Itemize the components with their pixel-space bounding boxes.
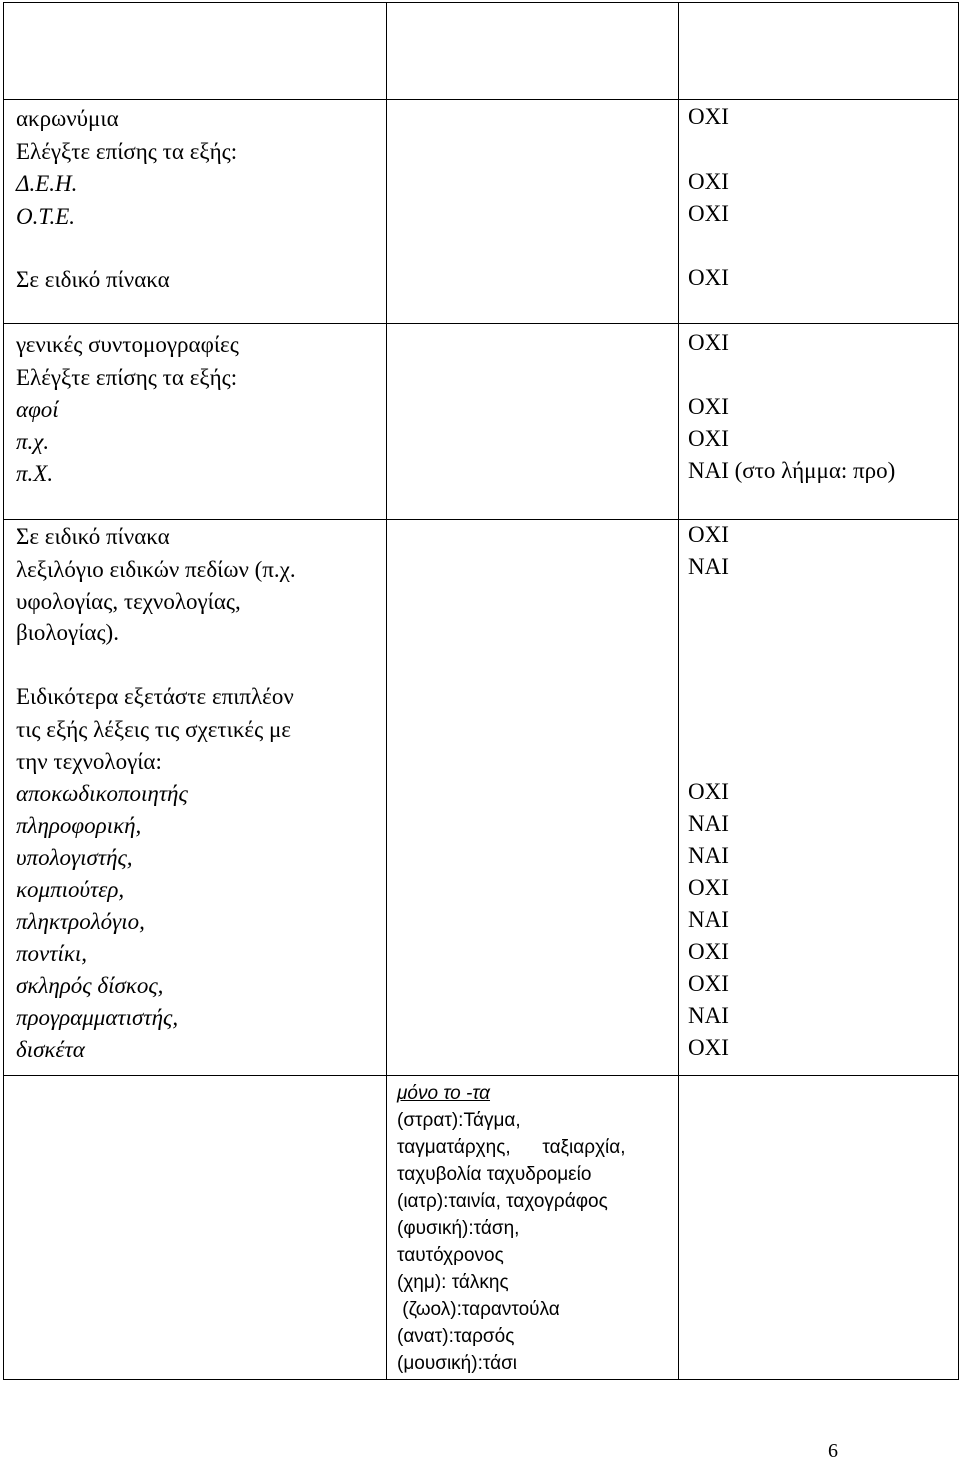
page-number: 6 (828, 1440, 838, 1462)
technology-intro-line: Ειδικότερα εξετάστε επιπλέον (16, 684, 294, 709)
ta-word-line: ταυτόχρονος (397, 1245, 504, 1266)
technology-word: σκληρός δίσκος, (16, 973, 164, 998)
glossary-line: βιολογίας). (16, 620, 119, 645)
column-divider-1 (386, 2, 387, 1380)
table-border-right (958, 2, 959, 1380)
ta-word-line: (ανατ):ταρσός (397, 1326, 515, 1347)
technology-word: πληροφορική, (16, 813, 142, 838)
row-divider-3 (3, 1075, 959, 1076)
technology-word: ποντίκι, (16, 941, 88, 966)
tech-answer-cell: ΝΑΙ (688, 907, 729, 932)
glossary-line: υφολογίας, τεχνολογίας, (16, 589, 241, 614)
tech-answer-cell: ΟΧΙ (688, 971, 729, 996)
abbreviation-item: π.χ. (16, 429, 50, 454)
answer-cell: ΟΧΙ (688, 201, 729, 226)
acronym-item: Ο.Τ.Ε. (16, 204, 75, 229)
acronyms-see-also: Ελέγξτε επίσης τα εξής: (16, 139, 238, 164)
technology-word: δισκέτα (16, 1037, 85, 1062)
answer-cell: ΟΧΙ (688, 169, 729, 194)
row-divider-1 (3, 323, 959, 324)
technology-word: προγραμματιστής, (16, 1005, 179, 1030)
ta-word-line: ταχυβολία ταχυδρομείο (397, 1164, 592, 1185)
tech-answer-cell: ΝΑΙ (688, 811, 729, 836)
answer-cell: ΟΧΙ (688, 265, 729, 290)
answer-cell: ΝΑΙ (στο λήμμα: προ) (688, 458, 896, 483)
technology-word: κομπιούτερ, (16, 877, 125, 902)
technology-word: αποκωδικοποιητής (16, 781, 188, 806)
acronyms-special-table: Σε ειδικό πίνακα (16, 267, 170, 292)
tech-answer-cell: ΝΑΙ (688, 843, 729, 868)
technology-intro-line: τις εξής λέξεις τις σχετικές με (16, 717, 291, 742)
answer-cell: ΝΑΙ (688, 554, 729, 579)
technology-intro-line: την τεχνολογία: (16, 749, 162, 774)
abbreviations-special-table: Σε ειδικό πίνακα (16, 524, 170, 549)
abbreviations-title: γενικές συντομογραφίες (16, 332, 239, 357)
answer-cell: ΟΧΙ (688, 426, 729, 451)
answer-cell: ΟΧΙ (688, 330, 729, 355)
acronym-item: Δ.Ε.Η. (16, 171, 78, 196)
abbreviation-item: π.Χ. (16, 461, 54, 486)
abbreviations-see-also: Ελέγξτε επίσης τα εξής: (16, 365, 238, 390)
ta-word-line: (ιατρ):ταινία, ταχογράφος (397, 1191, 608, 1212)
row-divider-2 (3, 519, 959, 520)
ta-word-line: (χημ): τάλκης (397, 1272, 509, 1293)
ta-word-line: ταγματάρχης, ταξιαρχία, (397, 1137, 626, 1158)
table-border-top (3, 2, 959, 3)
tech-answer-cell: ΟΧΙ (688, 875, 729, 900)
tech-answer-cell: ΟΧΙ (688, 939, 729, 964)
tech-answer-cell: ΟΧΙ (688, 1035, 729, 1060)
answer-cell: ΟΧΙ (688, 104, 729, 129)
ta-word-line: (φυσική):τάση, (397, 1218, 520, 1239)
ta-word-line: (στρατ):Τάγμα, (397, 1110, 521, 1131)
ta-word-line: (ζωολ):ταραντούλα (397, 1299, 560, 1320)
table-border-left (3, 2, 4, 1380)
answer-cell: ΟΧΙ (688, 522, 729, 547)
table-border-bottom (3, 1379, 959, 1380)
technology-word: πληκτρολόγιο, (16, 909, 145, 934)
glossary-line: λεξιλόγιο ειδικών πεδίων (π.χ. (16, 557, 296, 582)
tech-answer-cell: ΝΑΙ (688, 1003, 729, 1028)
header-row-divider (3, 99, 959, 100)
column-divider-2 (678, 2, 679, 1380)
answer-cell: ΟΧΙ (688, 394, 729, 419)
abbreviation-item: αφοί (16, 397, 59, 422)
technology-word: υπολογιστής, (16, 845, 133, 870)
ta-word-line: (μουσική):τάσι (397, 1353, 518, 1374)
acronyms-title: ακρωνύμια (16, 106, 119, 131)
ta-words-heading: μόνο το -τα (397, 1083, 491, 1104)
tech-answer-cell: ΟΧΙ (688, 779, 729, 804)
